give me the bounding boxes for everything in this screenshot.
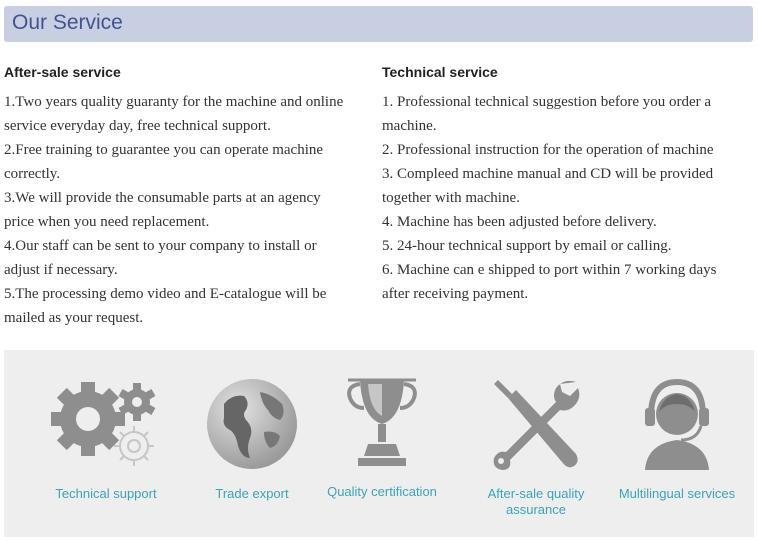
headset-icon [637, 374, 717, 474]
service-trade-export[interactable] [196, 374, 308, 502]
service-technical-support[interactable] [42, 374, 170, 502]
text-line: 5. 24-hour technical support by email or calling. [382, 238, 672, 254]
gears-icon [46, 374, 166, 474]
text-line: adjust if necessary. [4, 262, 118, 278]
service-label: After-sale quality [487, 486, 585, 501]
text-line: 1.Two years quality guaranty for the machine and online [4, 94, 344, 110]
technical-column [382, 60, 754, 306]
service-label: Technical support [55, 486, 157, 501]
services-panel [4, 350, 754, 537]
service-label: Multilingual services [618, 486, 736, 501]
text-line: machine. [382, 118, 437, 134]
service-multilingual[interactable] [610, 374, 744, 502]
service-label: assurance [506, 502, 566, 517]
text-line: price when you need replacement. [4, 214, 210, 230]
text-line: together with machine. [382, 190, 520, 206]
text-line: 2.Free training to guarantee you can operate machine [4, 142, 324, 158]
text-line: mailed as your request. [4, 310, 144, 326]
text-line: after receiving payment. [382, 286, 529, 302]
trophy-icon [342, 374, 422, 474]
text-line: 4. Machine has been adjusted before delivery. [382, 214, 657, 230]
after-sale-heading: After-sale service [4, 64, 121, 80]
text-line: correctly. [4, 166, 61, 182]
tools-icon [486, 374, 586, 474]
technical-text [382, 90, 754, 306]
service-label: Trade export [215, 486, 289, 501]
globe-icon [202, 374, 302, 474]
technical-heading: Technical service [382, 64, 498, 80]
text-line: service everyday day, free technical support. [4, 118, 271, 134]
service-after-sale-quality[interactable] [474, 374, 598, 518]
text-line: 3. Compleed machine manual and CD will be provided [382, 166, 714, 182]
text-line: 3.We will provide the consumable parts at an agency [4, 190, 321, 206]
text-line: 5.The processing demo video and E-catalogue will be [4, 286, 327, 302]
after-sale-text [4, 90, 376, 330]
text-line: 6. Machine can e shipped to port within 7 working days [382, 262, 717, 278]
section-title: Our Service [12, 11, 123, 34]
text-line: 4.Our staff can be sent to your company to install or [4, 238, 317, 254]
section-header [4, 6, 753, 42]
service-quality-certification[interactable] [318, 374, 446, 500]
after-sale-column [4, 60, 376, 330]
text-line: 2. Professional instruction for the operation of machine [382, 142, 714, 158]
text-line: 1. Professional technical suggestion before you order a [382, 94, 712, 110]
service-label: Quality certification [327, 484, 437, 499]
